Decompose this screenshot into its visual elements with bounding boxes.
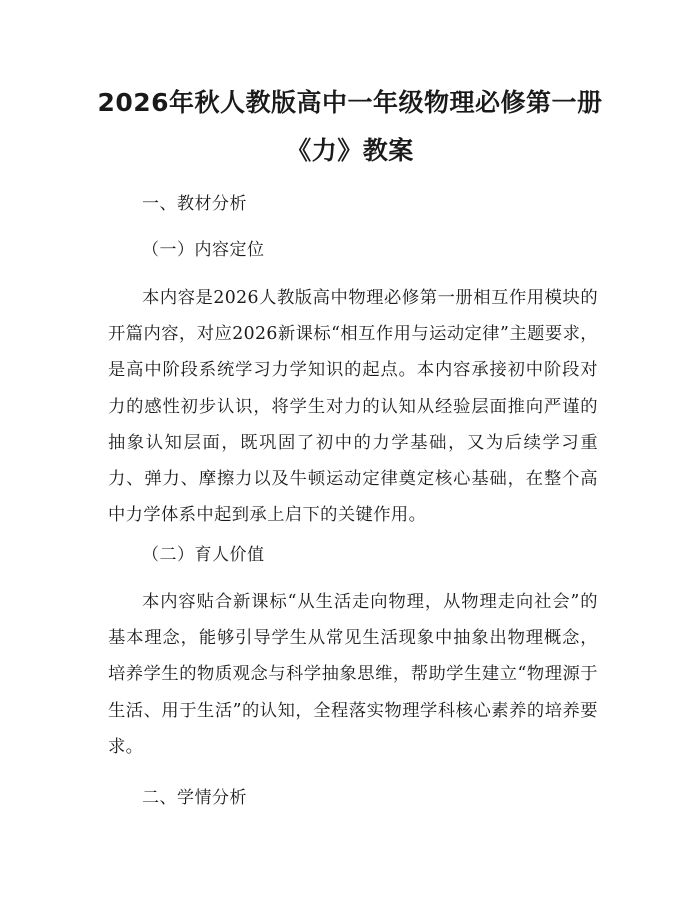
document-title-line-2: 《力》教案 — [286, 136, 414, 165]
subsection-heading-content-positioning: （一）内容定位 — [142, 240, 265, 260]
paragraph-content-positioning: 本内容是2026人教版高中物理必修第一册相互作用模块的开篇内容，对应2026新课标“相互作用与运动定律”主题要求，是高中阶段系统学习力学知识的起点。本内容承接初中阶段对力的感性初步认识，将学生对力的认知从经验层面推向严谨的抽象认知层面，既巩固了初中的力学基础，又为后续学习重力、弹力、摩擦力以及牛顿运动定律奠定核心基础，在整个高中力学体系中起到承上启下的关键作用。 — [108, 288, 598, 526]
section-heading-textbook-analysis: 一、教材分析 — [142, 194, 247, 214]
document-title-line-1: 2026年秋人教版高中一年级物理必修第一册 — [97, 88, 603, 117]
paragraph-educational-value: 本内容贴合新课标“从生活走向物理，从物理走向社会”的基本理念，能够引导学生从常见生活现象中抽象出物理概念，培养学生的物质观念与科学抽象思维，帮助学生建立“物理源于生活、用于生活”的认知，全程落实物理学科核心素养的培养要求。 — [108, 592, 598, 757]
subsection-heading-educational-value: （二）育人价值 — [142, 545, 265, 565]
section-heading-student-analysis: 二、学情分析 — [142, 788, 247, 808]
